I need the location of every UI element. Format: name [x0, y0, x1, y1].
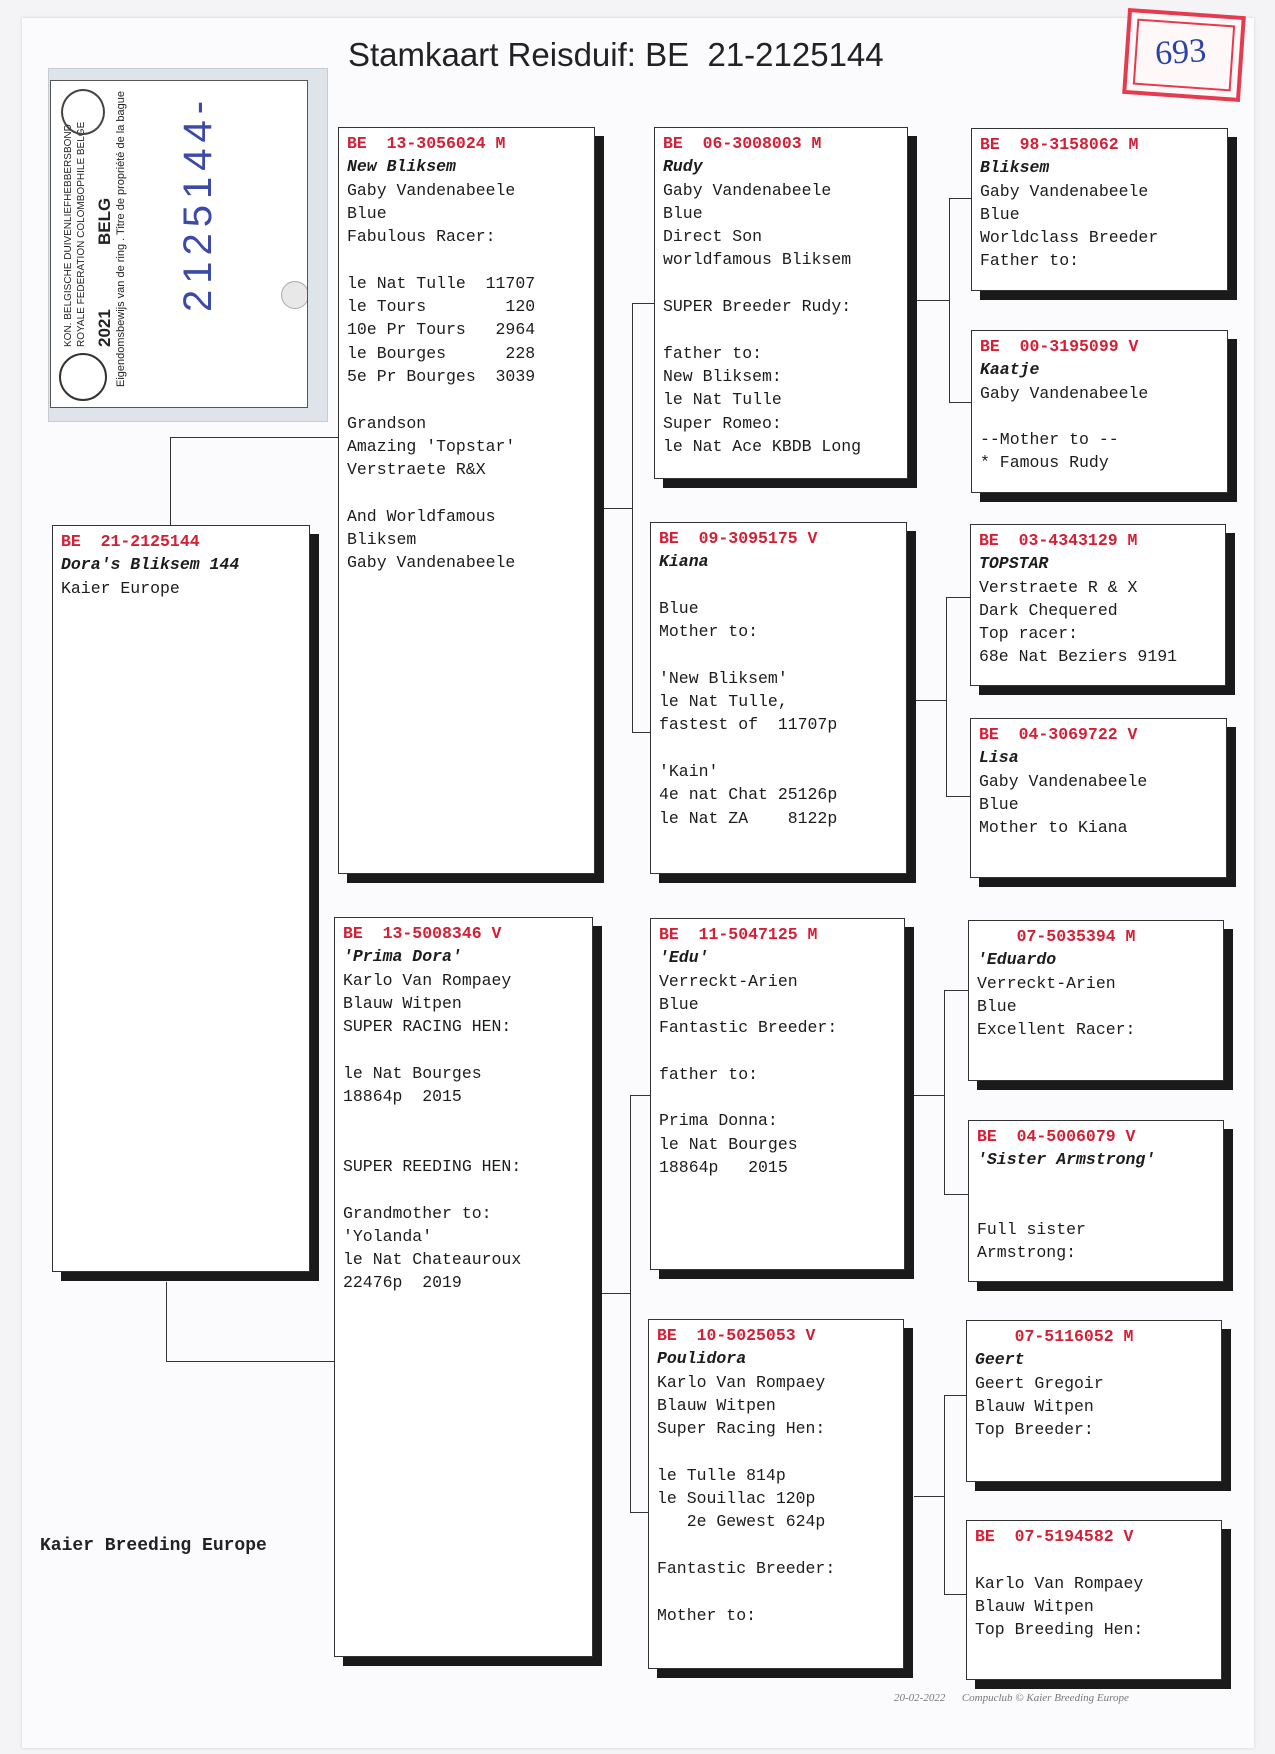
print-date: 20-02-2022: [894, 1692, 946, 1704]
info-line: Blauw Witpen: [975, 1596, 1094, 1616]
info-line: le Nat Chateauroux: [343, 1250, 522, 1270]
seal-icon: [61, 89, 105, 135]
info-line: [347, 248, 586, 271]
info-line: Gaby Vandenabeele: [347, 180, 516, 200]
info-line: 'Yolanda': [343, 1226, 433, 1246]
info-line: Dark Chequered: [979, 600, 1118, 620]
info-line: 18864p 2015: [659, 1157, 788, 1177]
info-line: Fantastic Breeder:: [657, 1558, 836, 1578]
connector: [944, 1194, 968, 1195]
ring-property-text: Eigendomsbewijs van de ring . Titre de propriété de la bague: [115, 91, 127, 387]
dam-sire-sire-card: [968, 920, 1224, 1081]
dam-dam-card: [648, 1319, 904, 1669]
info-line: Mother to:: [657, 1605, 757, 1625]
info-line: Gaby Vandenabeele: [347, 553, 516, 573]
ring-number-line: BE 06-3008003 M: [663, 134, 822, 153]
info-line: SUPER REEDING HEN:: [343, 1156, 522, 1176]
pigeon-name: Geert: [975, 1350, 1025, 1370]
page-title: Stamkaart Reisduif: BE 21-2125144: [348, 36, 884, 73]
connector: [944, 990, 945, 1195]
sire-sire-dam-card: [971, 330, 1228, 493]
sire-sire-sire-card: [971, 128, 1228, 291]
ring-number-line: BE 00-3195099 V: [980, 337, 1139, 356]
info-line: Blauw Witpen: [343, 993, 462, 1013]
info-line: [343, 1178, 584, 1201]
connector: [630, 1512, 648, 1513]
info-line: [657, 1580, 895, 1603]
info-line: Geert Gregoir: [975, 1373, 1104, 1393]
ring-number-line: BE 09-3095175 V: [659, 529, 818, 548]
stamp-number: 693: [1153, 32, 1208, 73]
info-line: 'New Bliksem': [659, 668, 788, 688]
info-line: [663, 272, 899, 295]
info-line: 68e Nat Beziers 9191: [979, 647, 1178, 667]
info-line: Direct Son: [663, 227, 763, 247]
pigeon-name: Kiana: [659, 552, 709, 572]
pigeon-name: Dora's Bliksem 144: [61, 555, 240, 575]
info-line: Blue: [347, 203, 387, 223]
pigeon-name: TOPSTAR: [979, 554, 1049, 574]
connector: [166, 1361, 334, 1362]
info-line: * Famous Rudy: [980, 453, 1109, 473]
info-line: Verstraete R & X: [979, 577, 1138, 597]
info-line: 10e Pr Tours 2964: [347, 320, 536, 340]
ring-number-line: BE 98-3158062 M: [980, 135, 1139, 154]
connector: [949, 198, 950, 403]
info-line: [343, 1108, 584, 1131]
info-line: Mother to:: [659, 622, 759, 642]
info-line: le Nat Tulle: [663, 390, 782, 410]
ring-number-line: BE 13-5008346 V: [343, 924, 502, 943]
ring-number-line: BE 07-5194582 V: [975, 1527, 1134, 1546]
sire-dam-card: [650, 522, 907, 874]
info-line: [657, 1534, 895, 1557]
connector: [632, 303, 633, 733]
info-line: Super Racing Hen:: [657, 1419, 826, 1439]
ring-ownership-card: [50, 80, 308, 408]
info-line: Karlo Van Rompaey: [657, 1372, 826, 1392]
connector: [166, 1282, 167, 1362]
info-line: [343, 1038, 584, 1061]
info-line: Verreckt-Arien: [659, 971, 798, 991]
info-line: Full sister: [977, 1220, 1086, 1240]
info-line: Blue: [979, 794, 1019, 814]
ring-number: 2125144-: [176, 94, 220, 312]
dam-dam-sire-card: [966, 1320, 1222, 1482]
info-line: [663, 318, 899, 341]
info-line: le Nat ZA 8122p: [659, 808, 838, 828]
ring-country: BELG: [95, 197, 114, 245]
connector: [946, 597, 947, 797]
info-line: Gaby Vandenabeele: [980, 181, 1149, 201]
sire-dam-dam-card: [970, 718, 1227, 878]
info-line: le Tours 120: [347, 297, 536, 317]
info-line: [347, 481, 586, 504]
info-line: worldfamous Bliksem: [663, 250, 852, 270]
info-line: Prima Donna:: [659, 1111, 778, 1131]
federation-name-nl: KON. BELGISCHE DUIVENLIEFHEBBERSBOND: [63, 124, 74, 347]
info-line: [977, 1172, 1215, 1195]
connector: [602, 1293, 630, 1294]
connector: [944, 1395, 968, 1396]
dam-card: [334, 917, 593, 1657]
info-line: [659, 1039, 896, 1062]
ring-number-line: BE 04-3069722 V: [979, 725, 1138, 744]
pigeon-name: 'Sister Armstrong': [977, 1150, 1156, 1170]
dam-sire-dam-card: [968, 1120, 1224, 1282]
info-line: Armstrong:: [977, 1243, 1077, 1263]
pigeon-name: Lisa: [979, 748, 1019, 768]
info-line: [977, 1195, 1215, 1218]
info-line: Gaby Vandenabeele: [980, 383, 1149, 403]
pigeon-name: Rudy: [663, 157, 703, 177]
info-line: And Worldfamous: [347, 506, 496, 526]
info-line: le Nat Bourges: [343, 1063, 482, 1083]
info-line: Verreckt-Arien: [977, 973, 1116, 993]
info-line: 2e Gewest 624p: [657, 1512, 826, 1532]
connector: [170, 437, 338, 438]
pigeon-name: 'Eduardo: [977, 950, 1057, 970]
info-line: 18864p 2015: [343, 1087, 462, 1107]
dam-dam-dam-card: [966, 1520, 1222, 1680]
print-footer: [894, 1692, 1129, 1704]
info-line: le Nat Tulle 11707: [347, 273, 536, 293]
info-line: [980, 405, 1219, 428]
info-line: le Tulle 814p: [657, 1465, 786, 1485]
info-line: le Souillac 120p: [657, 1489, 816, 1509]
pigeon-name: Bliksem: [980, 158, 1050, 178]
info-line: Father to:: [980, 251, 1080, 271]
breeder-signature: Kaier Breeding Europe: [40, 1536, 267, 1556]
ring-year: 2021: [95, 309, 114, 347]
info-line: Bliksem: [347, 530, 417, 550]
info-line: Mother to Kiana: [979, 818, 1128, 838]
info-line: le Bourges 228: [347, 343, 536, 363]
info-line: [659, 1086, 896, 1109]
info-line: Fabulous Racer:: [347, 227, 496, 247]
connector: [944, 990, 968, 991]
info-line: fastest of 11707p: [659, 715, 838, 735]
info-line: [657, 1440, 895, 1463]
connector: [632, 303, 654, 304]
connector: [630, 1095, 631, 1513]
info-line: Grandson: [347, 413, 427, 433]
info-line: Karlo Van Rompaey: [343, 970, 512, 990]
subject-pigeon-card: [52, 525, 310, 1272]
info-line: Top Breeder:: [975, 1420, 1094, 1440]
info-line: [659, 574, 898, 597]
info-line: Worldclass Breeder: [980, 228, 1159, 248]
ring-number-line: BE 03-4343129 M: [979, 531, 1138, 550]
info-line: Gaby Vandenabeele: [979, 771, 1148, 791]
info-line: [659, 737, 898, 760]
ring-number-line: BE 11-5047125 M: [659, 925, 818, 944]
info-line: New Bliksem:: [663, 366, 782, 386]
info-line: Verstraete R&X: [347, 460, 486, 480]
pigeon-name: 'Edu': [659, 948, 709, 968]
software-credit: Compuclub © Kaier Breeding Europe: [961, 1692, 1129, 1704]
connector: [946, 597, 970, 598]
info-line: le Nat Bourges: [659, 1134, 798, 1154]
info-line: Top racer:: [979, 624, 1079, 644]
ring-number-line: 07-5116052 M: [975, 1327, 1134, 1346]
info-line: [659, 643, 898, 666]
info-line: [343, 1132, 584, 1155]
info-line: le Nat Tulle,: [659, 692, 788, 712]
pigeon-name: [975, 1548, 1213, 1571]
info-line: Blue: [659, 598, 699, 618]
info-line: father to:: [659, 1064, 759, 1084]
info-line: Blue: [659, 994, 699, 1014]
pigeon-name: 'Prima Dora': [343, 947, 462, 967]
info-line: Blue: [980, 204, 1020, 224]
info-line: 22476p 2019: [343, 1273, 462, 1293]
connector: [946, 796, 970, 797]
pigeon-name: New Bliksem: [347, 157, 456, 177]
punch-hole: [281, 281, 308, 309]
connector: [916, 700, 946, 701]
ring-number-line: 07-5035394 M: [977, 927, 1136, 946]
info-line: Blue: [977, 996, 1017, 1016]
info-line: [347, 388, 586, 411]
info-line: 4e nat Chat 25126p: [659, 785, 838, 805]
ring-number-line: BE 21-2125144: [61, 532, 200, 551]
connector: [170, 437, 171, 527]
info-line: Blauw Witpen: [975, 1396, 1094, 1416]
ring-number-line: BE 04-5006079 V: [977, 1127, 1136, 1146]
sire-sire-card: [654, 127, 908, 479]
info-line: SUPER Breeder Rudy:: [663, 297, 852, 317]
info-line: SUPER RACING HEN:: [343, 1017, 512, 1037]
info-line: Blue: [663, 203, 703, 223]
connector: [944, 1594, 968, 1595]
number-stamp: [1122, 8, 1246, 102]
info-line: Top Breeding Hen:: [975, 1620, 1144, 1640]
dam-sire-card: [650, 918, 905, 1270]
info-line: 'Kain': [659, 761, 719, 781]
info-line: Fantastic Breeder:: [659, 1018, 838, 1038]
connector: [632, 732, 650, 733]
connector: [630, 1095, 650, 1096]
connector: [949, 402, 971, 403]
info-line: Kaier Europe: [61, 578, 180, 598]
info-line: Blauw Witpen: [657, 1395, 776, 1415]
info-line: Gaby Vandenabeele: [663, 180, 832, 200]
sire-card: [338, 127, 595, 874]
connector: [944, 1395, 945, 1595]
info-line: Amazing 'Topstar': [347, 436, 516, 456]
info-line: Karlo Van Rompaey: [975, 1573, 1144, 1593]
info-line: le Nat Ace KBDB Long: [663, 436, 862, 456]
info-line: Excellent Racer:: [977, 1020, 1136, 1040]
connector: [604, 508, 632, 509]
ring-number-line: BE 10-5025053 V: [657, 1326, 816, 1345]
federation-logo-icon: [59, 353, 107, 401]
ring-number-line: BE 13-3056024 M: [347, 134, 506, 153]
info-line: Super Romeo:: [663, 413, 782, 433]
connector: [913, 1095, 944, 1096]
connector: [949, 198, 971, 199]
connector: [916, 300, 949, 301]
connector: [914, 1496, 944, 1497]
info-line: father to:: [663, 343, 763, 363]
info-line: --Mother to --: [980, 430, 1119, 450]
sire-dam-sire-card: [970, 524, 1226, 686]
pigeon-name: Kaatje: [980, 360, 1040, 380]
federation-name-fr: ROYALE FEDERATION COLOMBOPHILE BELGE: [76, 121, 87, 347]
info-line: 5e Pr Bourges 3039: [347, 366, 536, 386]
info-line: Grandmother to:: [343, 1203, 492, 1223]
pigeon-name: Poulidora: [657, 1349, 747, 1369]
